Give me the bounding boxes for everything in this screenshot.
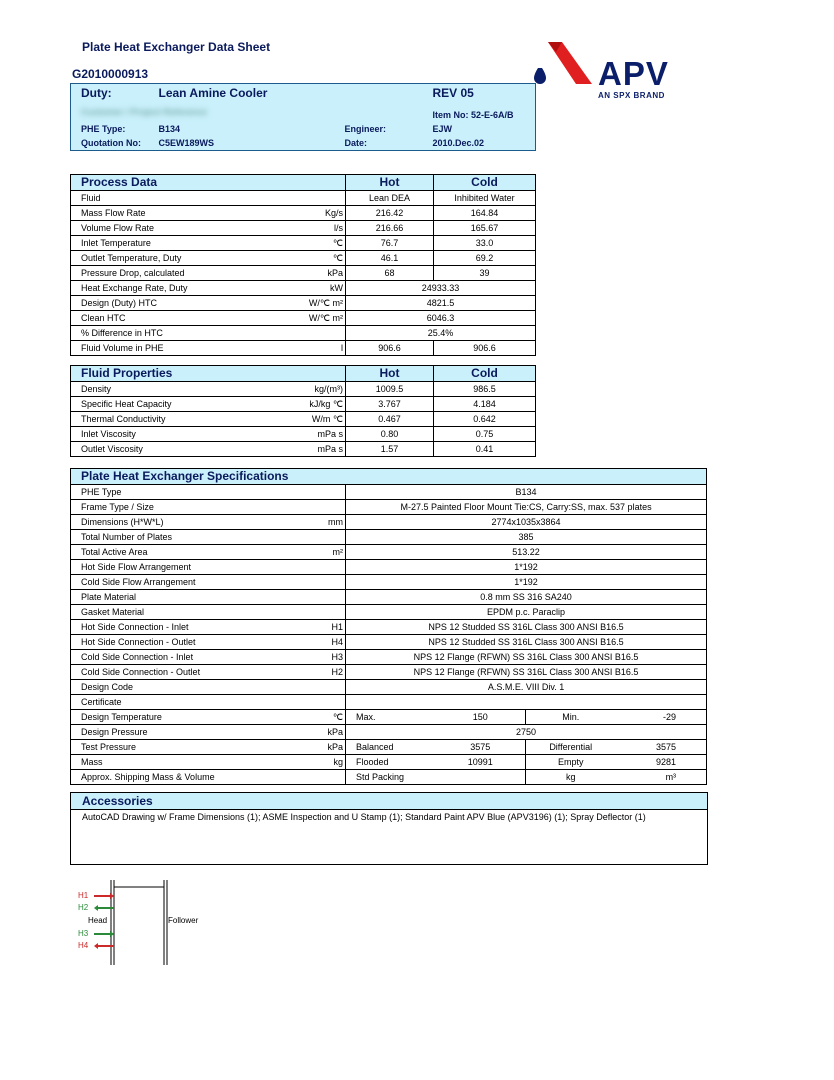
table-row [71,236,536,251]
spec-value: 385 [346,530,707,545]
table-row [71,442,536,457]
table-row [71,382,536,397]
table-row [71,770,707,785]
row-label: Density [81,384,112,394]
row-label-cell [71,412,346,427]
quotation-label: Quotation No: [81,138,141,148]
hot-value: 216.66 [346,221,434,236]
spec-value: m³ [616,770,707,785]
cold-value: 906.6 [434,341,536,356]
row-label: Outlet Temperature, Duty [81,253,182,263]
table-row [71,605,707,620]
table-row [71,650,707,665]
hot-value: 0.80 [346,427,434,442]
cold-value: 0.642 [434,412,536,427]
row-label-cell [71,221,346,236]
h3-label: H3 [78,929,89,938]
row-unit: kW [330,283,343,293]
row-label-cell [71,485,346,500]
row-label-cell [71,326,346,341]
row-unit: ℃ [332,712,343,722]
accessories-box [70,792,708,865]
row-label: Clean HTC [81,313,126,323]
row-unit: mm [328,517,343,527]
table-row [71,590,707,605]
row-label: Total Number of Plates [81,532,173,542]
row-unit: H2 [331,667,343,677]
table-row [71,341,536,356]
quotation-value: C5EW189WS [158,138,215,148]
table-row [71,281,536,296]
fluid-properties-table [70,365,536,457]
row-label: Hot Side Connection - Inlet [81,622,189,632]
spec-value: NPS 12 Studded SS 316L Class 300 ANSI B16.5 [346,620,707,635]
merged-value: 25.4% [346,326,536,341]
row-label-cell [71,442,346,457]
spec-sublabel: Empty [526,755,616,770]
row-label-cell [71,251,346,266]
row-label-cell [71,427,346,442]
table-row [71,680,707,695]
spec-value: 9281 [616,755,707,770]
head-label: Head [88,916,108,925]
row-unit: Kg/s [324,208,343,218]
table-row [71,326,536,341]
cold-value: 4.184 [434,397,536,412]
row-unit: W/m ℃ [311,414,343,424]
row-label-cell [71,560,346,575]
date-value: 2010.Dec.02 [432,138,485,148]
revision: REV 05 [432,86,474,100]
spec-value: 150 [436,710,526,725]
spec-value: 2774x1035x3864 [346,515,707,530]
row-unit: kg/(m³) [314,384,343,394]
spec-sublabel: Flooded [346,755,436,770]
hot-header: Hot [346,175,434,191]
row-unit: kJ/kg ℃ [309,399,343,409]
row-label: Cold Side Connection - Inlet [81,652,194,662]
table-row [71,206,536,221]
row-label: Cold Side Flow Arrangement [81,577,196,587]
header-block [70,83,536,151]
spec-value: 513.22 [346,545,707,560]
row-label: Test Pressure [81,742,137,752]
row-label: Certificate [81,697,122,707]
table-row [71,665,707,680]
row-label: % Difference in HTC [81,328,163,338]
spec-sublabel: Differential [526,740,616,755]
row-label-cell [71,382,346,397]
table-row [71,427,536,442]
duty-label: Duty: [81,86,112,100]
row-label: Thermal Conductivity [81,414,166,424]
row-unit: H1 [331,622,343,632]
redacted-customer: Customer / Project Reference [81,107,208,117]
accessories-text: AutoCAD Drawing w/ Frame Dimensions (1); ASME Inspection and U Stamp (1); Standard Paint APV Blue (APV3196) (1); Spray Deflector (1) [82,812,646,822]
row-label-cell [71,311,346,326]
row-unit: kPa [327,742,343,752]
logo-tagline: AN SPX BRAND [598,91,665,100]
row-unit: kPa [327,727,343,737]
row-label-cell [71,296,346,311]
phe-type-label: PHE Type: [81,124,126,134]
row-unit: l/s [334,223,343,233]
connection-diagram [70,875,270,970]
row-label: Design Temperature [81,712,162,722]
hot-value: 906.6 [346,341,434,356]
row-label-cell [71,710,346,725]
spec-value: 1*192 [346,575,707,590]
table-row [71,412,536,427]
row-label-cell [71,650,346,665]
row-label-cell [71,397,346,412]
hot-value: Lean DEA [346,191,434,206]
row-label: Hot Side Flow Arrangement [81,562,192,572]
row-label: Fluid Volume in PHE [81,343,164,353]
row-label: Cold Side Connection - Outlet [81,667,201,677]
hot-value: 1.57 [346,442,434,457]
table-row [71,515,707,530]
row-unit: W/℃ m² [308,298,343,308]
row-label: Inlet Temperature [81,238,151,248]
cold-value: 164.84 [434,206,536,221]
row-label: Dimensions (H*W*L) [81,517,164,527]
row-label: Design Pressure [81,727,148,737]
row-unit: m² [332,547,343,557]
row-label-cell [71,515,346,530]
row-unit: kPa [327,268,343,278]
spec-value: M-27.5 Painted Floor Mount Tie:CS, Carry:SS, max. 537 plates [346,500,707,515]
table-row [71,266,536,281]
row-unit: H3 [331,652,343,662]
cold-value: 39 [434,266,536,281]
row-label-cell [71,665,346,680]
spec-sublabel: Min. [526,710,616,725]
table-row [71,575,707,590]
row-unit: ℃ [332,253,343,263]
cold-value: 0.41 [434,442,536,457]
logo-wordmark: APV [598,55,669,92]
h2-label: H2 [78,903,89,912]
spec-value: B134 [346,485,707,500]
spec-value [436,770,526,785]
table-row [71,191,536,206]
spec-value: 2750 [346,725,707,740]
row-label-cell [71,545,346,560]
row-unit: kg [333,757,343,767]
row-label: PHE Type [81,487,122,497]
engineer-label: Engineer: [344,124,387,134]
row-label-cell [71,500,346,515]
spec-value: 3575 [616,740,707,755]
table-row [71,740,707,755]
engineer-value: EJW [432,124,453,134]
hot-header: Hot [346,366,434,382]
row-label-cell [71,206,346,221]
row-label-cell [71,695,346,710]
row-label-cell [71,266,346,281]
row-label-cell [71,740,346,755]
process-data-table [70,174,536,356]
spec-value: 10991 [436,755,526,770]
row-label-cell [71,680,346,695]
spec-value [346,695,707,710]
cold-value: 69.2 [434,251,536,266]
spec-sublabel: Max. [346,710,436,725]
table-row [71,755,707,770]
table-row [71,296,536,311]
table-row [71,500,707,515]
row-label-cell [71,620,346,635]
hot-value: 3.767 [346,397,434,412]
table-row [71,545,707,560]
spec-value: NPS 12 Flange (RFWN) SS 316L Class 300 ANSI B16.5 [346,665,707,680]
item-number: Item No: 52-E-6A/B [432,110,514,120]
hot-value: 68 [346,266,434,281]
row-label: Design (Duty) HTC [81,298,158,308]
row-label: Inlet Viscosity [81,429,136,439]
spec-value: EPDM p.c. Paraclip [346,605,707,620]
hot-value: 1009.5 [346,382,434,397]
row-label-cell [71,281,346,296]
row-label-cell [71,530,346,545]
row-label-cell [71,725,346,740]
merged-value: 6046.3 [346,311,536,326]
table-row [71,530,707,545]
row-label-cell [71,575,346,590]
phe-type-value: B134 [158,124,181,134]
row-label: Frame Type / Size [81,502,154,512]
row-label-cell [71,635,346,650]
merged-value: 4821.5 [346,296,536,311]
table-row [71,725,707,740]
specifications-table [70,468,707,785]
spec-value: A.S.M.E. VIII Div. 1 [346,680,707,695]
row-unit: H4 [331,637,343,647]
section-title: Plate Heat Exchanger Specifications [71,469,707,485]
row-label: Design Code [81,682,134,692]
hot-value: 76.7 [346,236,434,251]
cold-value: Inhibited Water [434,191,536,206]
spec-sublabel: Std Packing [346,770,436,785]
table-row [71,311,536,326]
section-title: Fluid Properties [71,366,346,382]
row-label-cell [71,236,346,251]
row-label: Outlet Viscosity [81,444,143,454]
cold-value: 0.75 [434,427,536,442]
date-label: Date: [344,138,368,148]
duty-value: Lean Amine Cooler [158,86,268,100]
follower-label: Follower [168,916,199,925]
cold-header: Cold [434,175,536,191]
spec-value: NPS 12 Studded SS 316L Class 300 ANSI B16.5 [346,635,707,650]
table-row [71,251,536,266]
hot-value: 0.467 [346,412,434,427]
spec-sublabel: kg [526,770,616,785]
row-label: Total Active Area [81,547,148,557]
row-unit: l [341,343,343,353]
spec-value: 1*192 [346,560,707,575]
section-title: Accessories [71,793,707,810]
row-label: Mass Flow Rate [81,208,146,218]
row-label-cell [71,755,346,770]
table-row [71,635,707,650]
section-title: Process Data [71,175,346,191]
row-label: Heat Exchange Rate, Duty [81,283,188,293]
table-row [71,397,536,412]
row-label: Hot Side Connection - Outlet [81,637,196,647]
hot-value: 46.1 [346,251,434,266]
row-label-cell [71,605,346,620]
row-unit: mPa s [317,429,343,439]
spec-value: NPS 12 Flange (RFWN) SS 316L Class 300 ANSI B16.5 [346,650,707,665]
row-label-cell [71,191,346,206]
spec-sublabel: Balanced [346,740,436,755]
row-label: Pressure Drop, calculated [81,268,185,278]
row-label: Specific Heat Capacity [81,399,172,409]
table-row [71,221,536,236]
spec-value: 3575 [436,740,526,755]
table-row [71,485,707,500]
h1-label: H1 [78,891,89,900]
row-label-cell [71,590,346,605]
row-unit: W/℃ m² [308,313,343,323]
document-id: G2010000913 [72,67,149,81]
table-row [71,710,707,725]
row-label-cell [71,341,346,356]
hot-value: 216.42 [346,206,434,221]
page-title: Plate Heat Exchanger Data Sheet [82,40,271,54]
h4-label: H4 [78,941,89,950]
row-label: Fluid [81,193,101,203]
table-row [71,620,707,635]
row-label-cell [71,770,346,785]
merged-value: 24933.33 [346,281,536,296]
row-unit: mPa s [317,444,343,454]
table-row [71,695,707,710]
row-label: Plate Material [81,592,137,602]
table-row [71,560,707,575]
row-label: Gasket Material [81,607,145,617]
row-label: Mass [81,757,103,767]
spec-value: -29 [616,710,707,725]
row-unit: ℃ [332,238,343,248]
spec-value: 0.8 mm SS 316 SA240 [346,590,707,605]
cold-value: 165.67 [434,221,536,236]
cold-value: 33.0 [434,236,536,251]
cold-header: Cold [434,366,536,382]
cold-value: 986.5 [434,382,536,397]
row-label: Approx. Shipping Mass & Volume [81,772,215,782]
row-label: Volume Flow Rate [81,223,155,233]
